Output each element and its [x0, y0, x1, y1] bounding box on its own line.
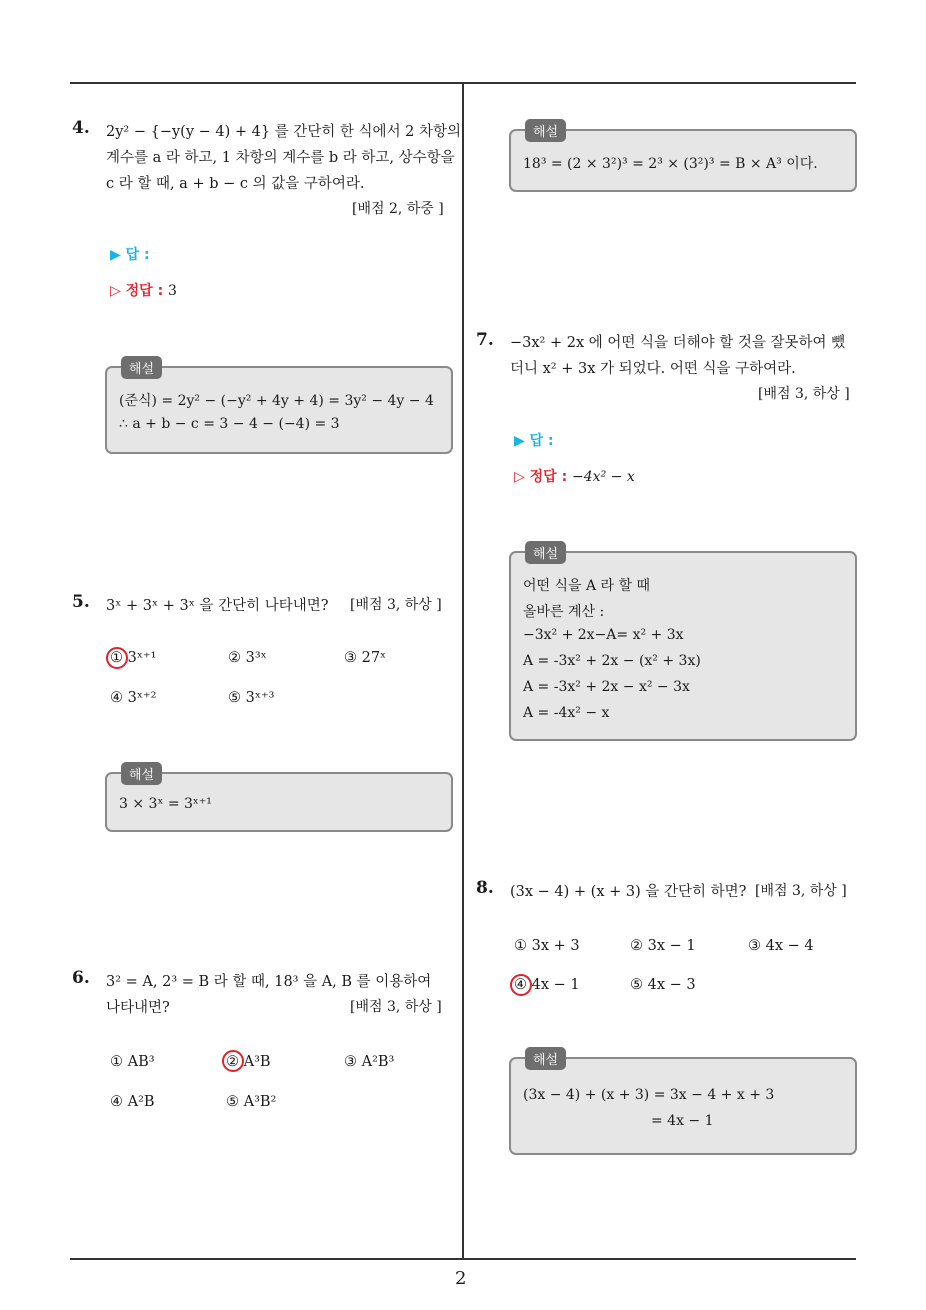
q6-choice-2[interactable]: ② A³B [226, 1054, 271, 1070]
q5-number: 5. [72, 592, 90, 612]
q4-solution-tag: 해설 [121, 356, 162, 379]
q5-choice-1[interactable]: ① 3ˣ⁺¹ [110, 650, 157, 666]
q6-choice-3[interactable]: ③ A²B³ [344, 1054, 395, 1070]
q6-text-line2: 나타내면? [106, 1000, 170, 1016]
q5-choice-3[interactable]: ③ 27ˣ [344, 650, 387, 666]
q7-text-line2: 더니 x² + 3x 가 되었다. 어떤 식을 구하여라. [510, 361, 796, 377]
q4-text-line3: c 라 할 때, a + b − c 의 값을 구하여라. [106, 176, 365, 192]
page-number: 2 [455, 1268, 467, 1289]
q6-solution-line1: 18³ = (2 × 3²)³ = 2³ × (3²)³ = B × A³ 이다. [523, 156, 818, 172]
q4-solution-box [105, 362, 453, 454]
bottom-rule [70, 1258, 856, 1260]
q6-meta: [배점 3, 하상 ] [350, 999, 442, 1015]
q8-number: 8. [476, 878, 494, 898]
q8-meta: [배점 3, 하상 ] [755, 883, 847, 899]
q7-correct [514, 466, 635, 486]
q4-correct-value: 3 [168, 283, 177, 299]
q8-choice-2[interactable]: ② 3x − 1 [630, 938, 696, 954]
q5-solution-tag: 해설 [121, 762, 162, 785]
q8-solution-line1: (3x − 4) + (x + 3) = 3x − 4 + x + 3 [523, 1087, 775, 1103]
q4-text-line2: 계수를 a 라 하고, 1 차항의 계수를 b 라 하고, 상수항을 [106, 150, 455, 166]
q5-text-line1: 3ˣ + 3ˣ + 3ˣ 을 간단히 나타내면? [106, 598, 329, 614]
q6-solution-tag: 해설 [525, 119, 566, 142]
q8-choice-4[interactable]: ④ 4x − 1 [514, 977, 580, 993]
q8-choice-3[interactable]: ③ 4x − 4 [748, 938, 814, 954]
q5-choice-5[interactable]: ⑤ 3ˣ⁺³ [228, 690, 275, 706]
q8-choice-5[interactable]: ⑤ 4x − 3 [630, 977, 696, 993]
q8-choice-1[interactable]: ① 3x + 3 [514, 938, 580, 954]
q6-number: 6. [72, 968, 90, 988]
q8-solution-box [509, 1053, 857, 1155]
q4-text-line1: 2y² − {−y(y − 4) + 4} 를 간단히 한 식에서 2 차항의 [106, 124, 462, 140]
q8-solution-tag: 해설 [525, 1047, 566, 1070]
q8-solution-line2: = 4x − 1 [651, 1113, 714, 1129]
q7-solution-line5: A = -3x² + 2x − x² − 3x [523, 679, 690, 695]
q6-choice-4[interactable]: ④ A²B [110, 1094, 155, 1110]
q4-answer-label: ▶ 답 : [110, 247, 150, 263]
q5-choice-4[interactable]: ④ 3ˣ⁺² [110, 690, 157, 706]
q5-meta: [배점 3, 하상 ] [350, 597, 442, 613]
q7-solution-box [509, 547, 857, 741]
q4-number: 4. [72, 118, 90, 138]
q7-solution-line3: −3x² + 2x−A= x² + 3x [523, 627, 684, 643]
q7-text-line1: −3x² + 2x 에 어떤 식을 더해야 할 것을 잘못하여 뺐 [510, 335, 846, 351]
q7-answer-label: ▶ 답 : [514, 433, 554, 449]
q5-solution-box [105, 768, 453, 832]
q8-text-line1: (3x − 4) + (x + 3) 을 간단히 하면? [510, 884, 747, 900]
q7-solution-line4: A = -3x² + 2x − (x² + 3x) [523, 653, 701, 669]
q7-correct-value: −4x² − x [572, 469, 635, 485]
q6-choice-5[interactable]: ⑤ A³B² [226, 1094, 277, 1110]
q7-solution-line6: A = -4x² − x [523, 705, 610, 721]
q4-correct-label: ▷ 정답 : [110, 283, 164, 299]
q5-choice-2[interactable]: ② 3³ˣ [228, 650, 267, 666]
column-divider [462, 83, 464, 1259]
q7-solution-line1: 어떤 식을 A 라 할 때 [523, 578, 651, 594]
q4-solution-line2: ∴ a + b − c = 3 − 4 − (−4) = 3 [119, 416, 340, 432]
q5-solution-line1: 3 × 3ˣ = 3ˣ⁺¹ [119, 796, 212, 812]
q7-correct-label: ▷ 정답 : [514, 469, 568, 485]
q7-solution-line2: 올바른 계산 : [523, 604, 605, 620]
q6-choice-1[interactable]: ① AB³ [110, 1054, 155, 1070]
q7-solution-tag: 해설 [525, 541, 566, 564]
q4-solution-line1: (준식) = 2y² − (−y² + 4y + 4) = 3y² − 4y − 4 [119, 393, 434, 409]
q6-solution-box [509, 125, 857, 192]
q4-correct [110, 280, 177, 300]
q7-number: 7. [476, 330, 494, 350]
q6-text-line1: 3² = A, 2³ = B 라 할 때, 18³ 을 A, B 를 이용하여 [106, 974, 432, 990]
q4-meta: [배점 2, 하중 ] [352, 201, 444, 217]
q7-meta: [배점 3, 하상 ] [758, 386, 850, 402]
